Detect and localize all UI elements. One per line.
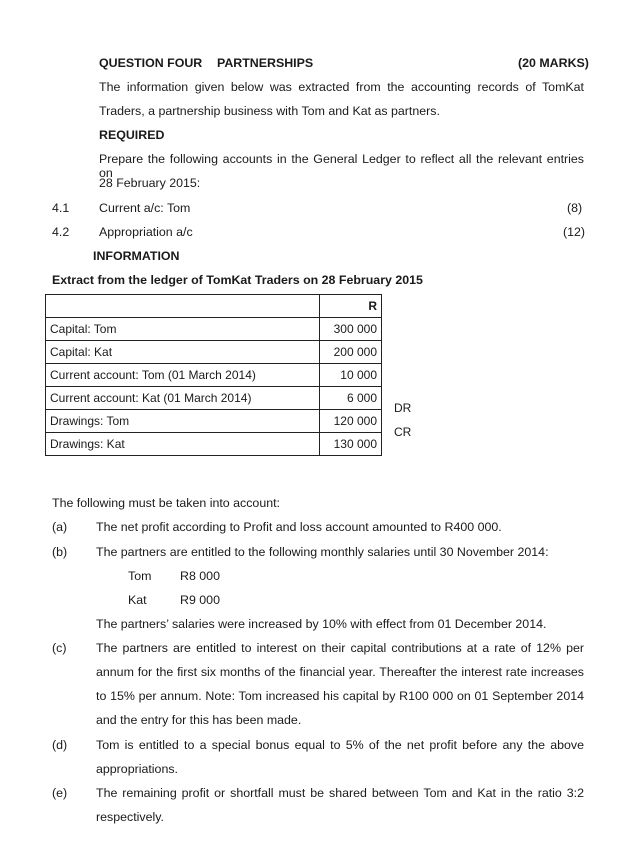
item-number: 4.2 (52, 225, 70, 239)
adjustment-line: respectively. (96, 810, 164, 824)
salary-amount-kat: R9 000 (180, 593, 220, 607)
adjustment-text: The partners are entitled to the following monthly salaries until 30 November 2014: (96, 545, 549, 559)
salary-partner-kat: Kat (128, 593, 147, 607)
adjustment-label: (b) (52, 545, 68, 559)
debit-indicator: DR (394, 401, 412, 415)
account-amount: 6 000 (320, 387, 382, 410)
account-amount: 200 000 (320, 341, 382, 364)
information-heading: INFORMATION (93, 249, 180, 263)
adjustment-label: (e) (52, 786, 68, 800)
adjustments-intro: The following must be taken into account: (52, 496, 280, 510)
account-name: Current account: Kat (01 March 2014) (46, 387, 320, 410)
question-number: QUESTION FOUR (99, 56, 203, 70)
salary-amount-tom: R8 000 (180, 569, 220, 583)
salary-partner-tom: Tom (128, 569, 152, 583)
adjustment-label: (c) (52, 641, 67, 655)
item-label: Appropriation a/c (99, 225, 193, 239)
item-marks: (12) (563, 225, 586, 239)
item-number: 4.1 (52, 201, 70, 215)
table-row (46, 410, 382, 433)
account-amount: 120 000 (320, 410, 382, 433)
account-name: Drawings: Kat (46, 433, 320, 456)
question-marks: (20 MARKS) (518, 56, 589, 70)
adjustment-line: to 15% per annum. Note: Tom increased his capital by R100 000 on 01 September 2014 (96, 689, 584, 703)
adjustment-text: The net profit according to Profit and loss account amounted to R400 000. (96, 520, 502, 534)
adjustment-label: (a) (52, 520, 68, 534)
adjustment-line: and the entry for this has been made. (96, 713, 302, 727)
adjustment-line: The remaining profit or shortfall must be shared between Tom and Kat in the ratio 3:2 (96, 786, 584, 800)
question-topic: PARTNERSHIPS (217, 56, 314, 70)
item-marks: (8) (567, 201, 583, 215)
account-name: Current account: Tom (01 March 2014) (46, 364, 320, 387)
adjustment-line: Tom is entitled to a special bonus equal to 5% of the net profit before any the above (96, 738, 584, 752)
table-row (46, 433, 382, 456)
salary-increase-note: The partners’ salaries were increased by 10% with effect from 01 December 2014. (96, 617, 547, 631)
intro-line-2: Traders, a partnership business with Tom and Kat as partners. (99, 104, 440, 118)
table-row (46, 364, 382, 387)
required-line-1: Prepare the following accounts in the General Ledger to reflect all the relevant entries on (99, 152, 584, 180)
required-heading: REQUIRED (99, 128, 165, 142)
header-cell-currency: R (320, 295, 382, 318)
account-amount: 130 000 (320, 433, 382, 456)
required-line-2: 28 February 2015: (99, 176, 201, 190)
credit-indicator: CR (394, 425, 412, 439)
ledger-extract-table (45, 294, 382, 456)
table-header-row (46, 295, 382, 318)
adjustment-line: The partners are entitled to interest on their capital contributions at a rate of 12% per (96, 641, 584, 655)
account-amount: 300 000 (320, 318, 382, 341)
adjustment-label: (d) (52, 738, 68, 752)
adjustment-line: appropriations. (96, 762, 178, 776)
account-amount: 10 000 (320, 364, 382, 387)
table-row (46, 387, 382, 410)
extract-title: Extract from the ledger of TomKat Traders on 28 February 2015 (52, 273, 423, 287)
header-cell-account (46, 295, 320, 318)
table-row (46, 318, 382, 341)
account-name: Capital: Kat (46, 341, 320, 364)
account-name: Drawings: Tom (46, 410, 320, 433)
account-name: Capital: Tom (46, 318, 320, 341)
adjustment-line: annum for the first six months of the financial year. Thereafter the interest rate increases (96, 665, 584, 679)
table-row (46, 341, 382, 364)
item-label: Current a/c: Tom (99, 201, 191, 215)
intro-line-1: The information given below was extracted from the accounting records of TomKat (99, 80, 584, 94)
